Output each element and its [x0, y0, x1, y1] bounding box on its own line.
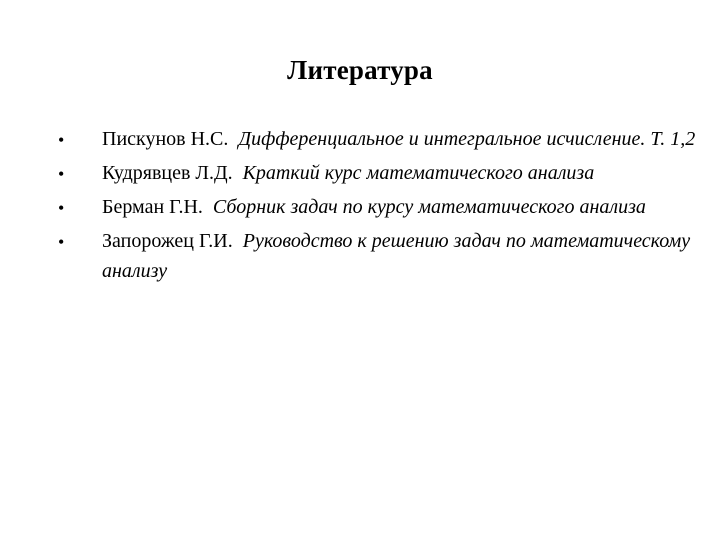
reference-title: Дифференциальное и интегральное исчисление. Т. 1,2 — [238, 128, 696, 150]
bullet-icon: • — [58, 198, 65, 218]
reference-title: Сборник задач по курсу математического анализа — [212, 196, 646, 218]
bullet-icon: • — [58, 232, 65, 252]
reference-item — [0, 158, 720, 188]
reference-author: Запорожец Г.И. — [102, 230, 243, 252]
reference-item — [0, 192, 720, 222]
reference-title: Руководство к решению задач по математическому анализу — [102, 230, 691, 282]
bullet-icon: • — [58, 130, 65, 150]
reference-item — [0, 226, 720, 286]
reference-author: Берман Г.Н. — [102, 196, 213, 218]
reference-author: Пискунов Н.С. — [102, 128, 239, 150]
slide-title: Литература — [287, 55, 433, 85]
reference-author: Кудрявцев Л.Д. — [102, 162, 243, 184]
reference-item — [0, 124, 720, 154]
bullet-icon: • — [58, 164, 65, 184]
reference-title: Краткий курс математического анализа — [242, 162, 595, 184]
reference-list — [0, 124, 720, 290]
